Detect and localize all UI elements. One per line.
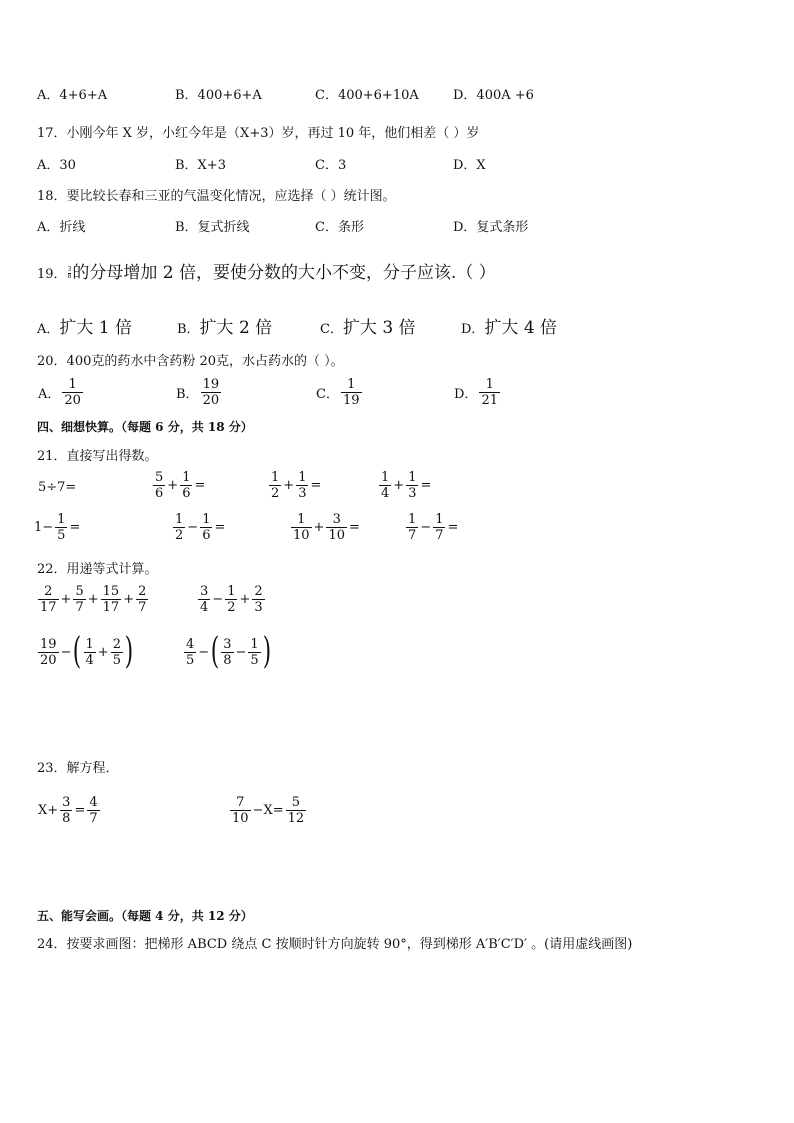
- q23-stem: 23．解方程．: [37, 761, 119, 776]
- q18-option-d: D．复式条形: [453, 220, 529, 235]
- q21-expr-1: 5÷7=: [38, 480, 77, 495]
- q19-option-b: B．扩大 2 倍: [177, 318, 273, 338]
- q19-option-d: D．扩大 4 倍: [461, 318, 558, 338]
- q18-option-b: B．复式折线: [175, 220, 250, 235]
- q19-option-a-text: 扩大 1 倍: [59, 318, 133, 338]
- q17-option-b: B．X+3: [175, 158, 226, 173]
- q17-stem: 17．小刚今年 X 岁，小红今年是（X+3）岁，再过 10 年，他们相差（ ）岁: [37, 126, 480, 141]
- q16-option-a: A．4+6+A: [37, 88, 108, 103]
- q17-option-d: D．X: [453, 158, 486, 173]
- q20-option-c: C． $\frac{1}{19}$: [316, 377, 360, 408]
- q21-expr-2: $\frac{5}{6}$ + $\frac{1}{6}$ =: [155, 470, 206, 501]
- q16-option-b: B．400+6+A: [175, 88, 262, 103]
- q19-option-c: C．扩大 3 倍: [320, 318, 416, 338]
- q17-option-a: A．30: [37, 158, 76, 173]
- q18-option-a: A．折线: [37, 220, 86, 235]
- section-5-title: 五、能写会画。（每题 4 分，共 12 分）: [37, 909, 253, 923]
- q21-expr-7: $\frac{1}{10}$ + $\frac{3}{10}$ =: [293, 512, 360, 543]
- q19-fraction: $\frac{3}{8}$: [67, 266, 72, 280]
- section-4-title: 四、细想快算。（每题 6 分，共 18 分）: [37, 420, 253, 434]
- q22-expr-3: $\frac{19}{20}$ −( $\frac{1}{4}$ + $\frac{2}{5}$ ): [40, 631, 134, 672]
- q19-stem: 的分母增加 2 倍，要使分数的大小不变，分子应该.（ ）: [72, 263, 496, 283]
- q17-option-c: C．3: [315, 158, 347, 173]
- q21-expr-4: $\frac{1}{4}$ + $\frac{1}{3}$ =: [381, 470, 432, 501]
- q19-stem-line: [37, 258, 496, 283]
- q23-equation-1: X+ $\frac{3}{8}$ = $\frac{4}{7}$: [38, 795, 98, 826]
- q16-option-c: C．400+6+10A: [315, 88, 419, 103]
- q19-number: 19．: [37, 267, 67, 282]
- q18-stem: 18．要比较长春和三亚的气温变化情况，应选择（ ）统计图。: [37, 189, 396, 204]
- q23-equation-2: $\frac{7}{10}$ −X= $\frac{5}{12}$: [232, 795, 305, 826]
- q20-option-d: D． $\frac{1}{21}$: [454, 377, 498, 408]
- q24-stem: 24．按要求画图：把梯形 ABCD 绕点 C 按顺时针方向旋转 90°，得到梯形 A′B′C′D′ 。(请用虚线画图): [37, 937, 633, 952]
- q22-expr-4: $\frac{4}{5}$ −( $\frac{3}{8}$ − $\frac{1}{5}$ ): [186, 631, 271, 672]
- q21-expr-6: $\frac{1}{2}$ − $\frac{1}{6}$ =: [175, 512, 226, 543]
- q20-option-b: B． $\frac{19}{20}$: [176, 377, 220, 408]
- q21-expr-5: 1− $\frac{1}{5}$ =: [34, 512, 81, 543]
- q21-expr-8: $\frac{1}{7}$ − $\frac{1}{7}$ =: [408, 512, 459, 543]
- q18-option-c: C．条形: [315, 220, 364, 235]
- q20-stem: 20．400克的药水中含药粉 20克，水占药水的（ ）。: [37, 354, 344, 369]
- q22-expr-1: $\frac{2}{17}$ + $\frac{5}{7}$ + $\frac{15}{17}$ + $\frac{2}{7}$: [40, 584, 147, 615]
- q22-expr-2: $\frac{3}{4}$ − $\frac{1}{2}$ + $\frac{2}{3}$: [200, 584, 263, 615]
- q21-expr-3: $\frac{1}{2}$ + $\frac{1}{3}$ =: [271, 470, 322, 501]
- q22-stem: 22．用递等式计算。: [37, 562, 158, 577]
- q20-option-a: A． $\frac{1}{20}$: [38, 377, 81, 408]
- q16-option-d: D．400A +6: [453, 88, 534, 103]
- q19-option-a: A．扩大 1 倍: [37, 318, 133, 338]
- q21-stem: 21．直接写出得数。: [37, 449, 158, 464]
